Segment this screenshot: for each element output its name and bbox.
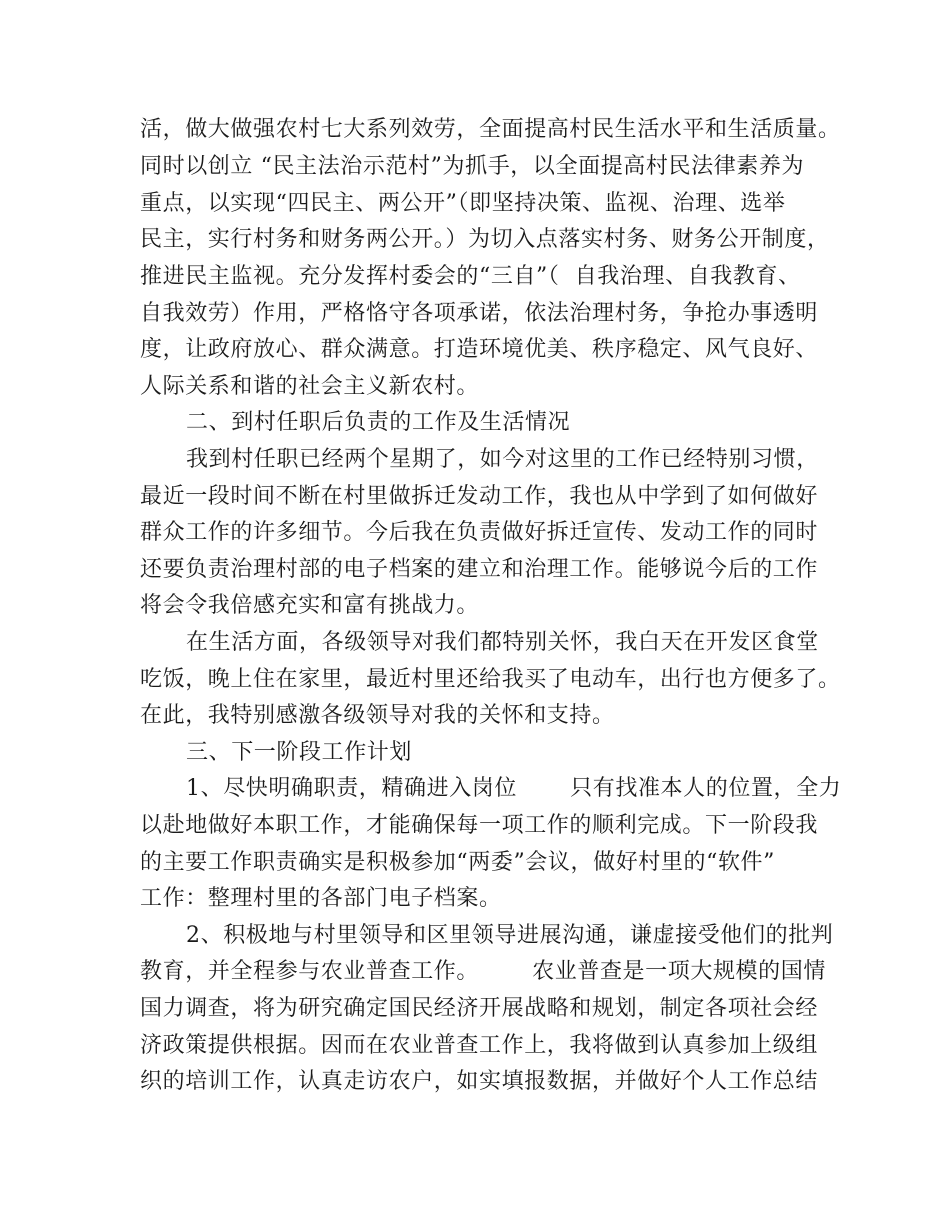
text-line: 人际关系和谐的社会主义新农村。 [140,374,480,399]
section-heading: 三、下一阶段工作计划 [186,740,413,765]
text-line: 织的培训工作，认真走访农户，如实填报数据，并做好个人工作总结 [140,1069,819,1094]
text-line: 济政策提供根据。因而在农业普查工作上，我将做到认真参加上级组 [140,1033,819,1058]
text-line: 推进民主监视。充分发挥村委会的“三自”（ 自我治理、自我教育、 [140,264,801,289]
text-line: 重点，以实现“四民主、两公开”（即坚持决策、监视、治理、选举 [140,191,786,216]
text-line: 活，做大做强农村七大系列效劳，全面提高村民生活水平和生活质量。 [140,117,841,142]
text-line: 以赴地做好本职工作，才能确保每一项工作的顺利完成。下一阶段我 [140,813,819,838]
text-line: 最近一段时间不断在村里做拆迁发动工作，我也从中学到了如何做好 [140,484,819,509]
text-line: 2、积极地与村里领导和区里领导进展沟通，谦虚接受他们的批判 [186,923,834,948]
text-line: 国力调查，将为研究确定国民经济开展战略和规划，制定各项社会经 [140,996,819,1021]
text-line: 1、尽快明确职责，精确进入岗位 只有找准本人的位置，全力 [186,776,842,801]
text-line: 群众工作的许多细节。今后我在负责做好拆迁宣传、发动工作的同时 [140,520,819,545]
text-line: 工作：整理村里的各部门电子档案。 [140,886,502,911]
section-heading: 二、到村任职后负责的工作及生活情况 [186,410,571,435]
text-line: 我到村任职已经两个星期了，如今对这里的工作已经特别习惯， [186,447,819,472]
text-line: 在此，我特别感激各级领导对我的关怀和支持。 [140,703,615,728]
text-line: 同时以创立 “民主法治示范村”为抓手，以全面提高村民法律素养为 [140,154,805,179]
text-line: 民主，实行村务和财务两公开。）为切入点落实村务、财务公开制度， [140,227,830,252]
text-line: 在生活方面，各级领导对我们都特别关怀，我白天在开发区食堂 [186,630,819,655]
text-line: 教育，并全程参与农业普查工作。 农业普查是一项大规模的国情 [140,959,826,984]
text-line: 吃饭，晚上住在家里，最近村里还给我买了电动车，出行也方便多了。 [140,667,841,692]
text-line: 的主要工作职责确实是积极参加“两委”会议，做好村里的“软件” [140,850,775,875]
text-line: 度，让政府放心、群众满意。打造环境优美、秩序稳定、风气良好、 [140,337,819,362]
text-line: 还要负责治理村部的电子档案的建立和治理工作。能够说今后的工作 [140,557,819,582]
text-line: 将会令我倍感充实和富有挑战力。 [140,593,480,618]
text-line: 自我效劳）作用，严格恪守各项承诺，依法治理村务，争抢办事透明 [140,301,819,326]
